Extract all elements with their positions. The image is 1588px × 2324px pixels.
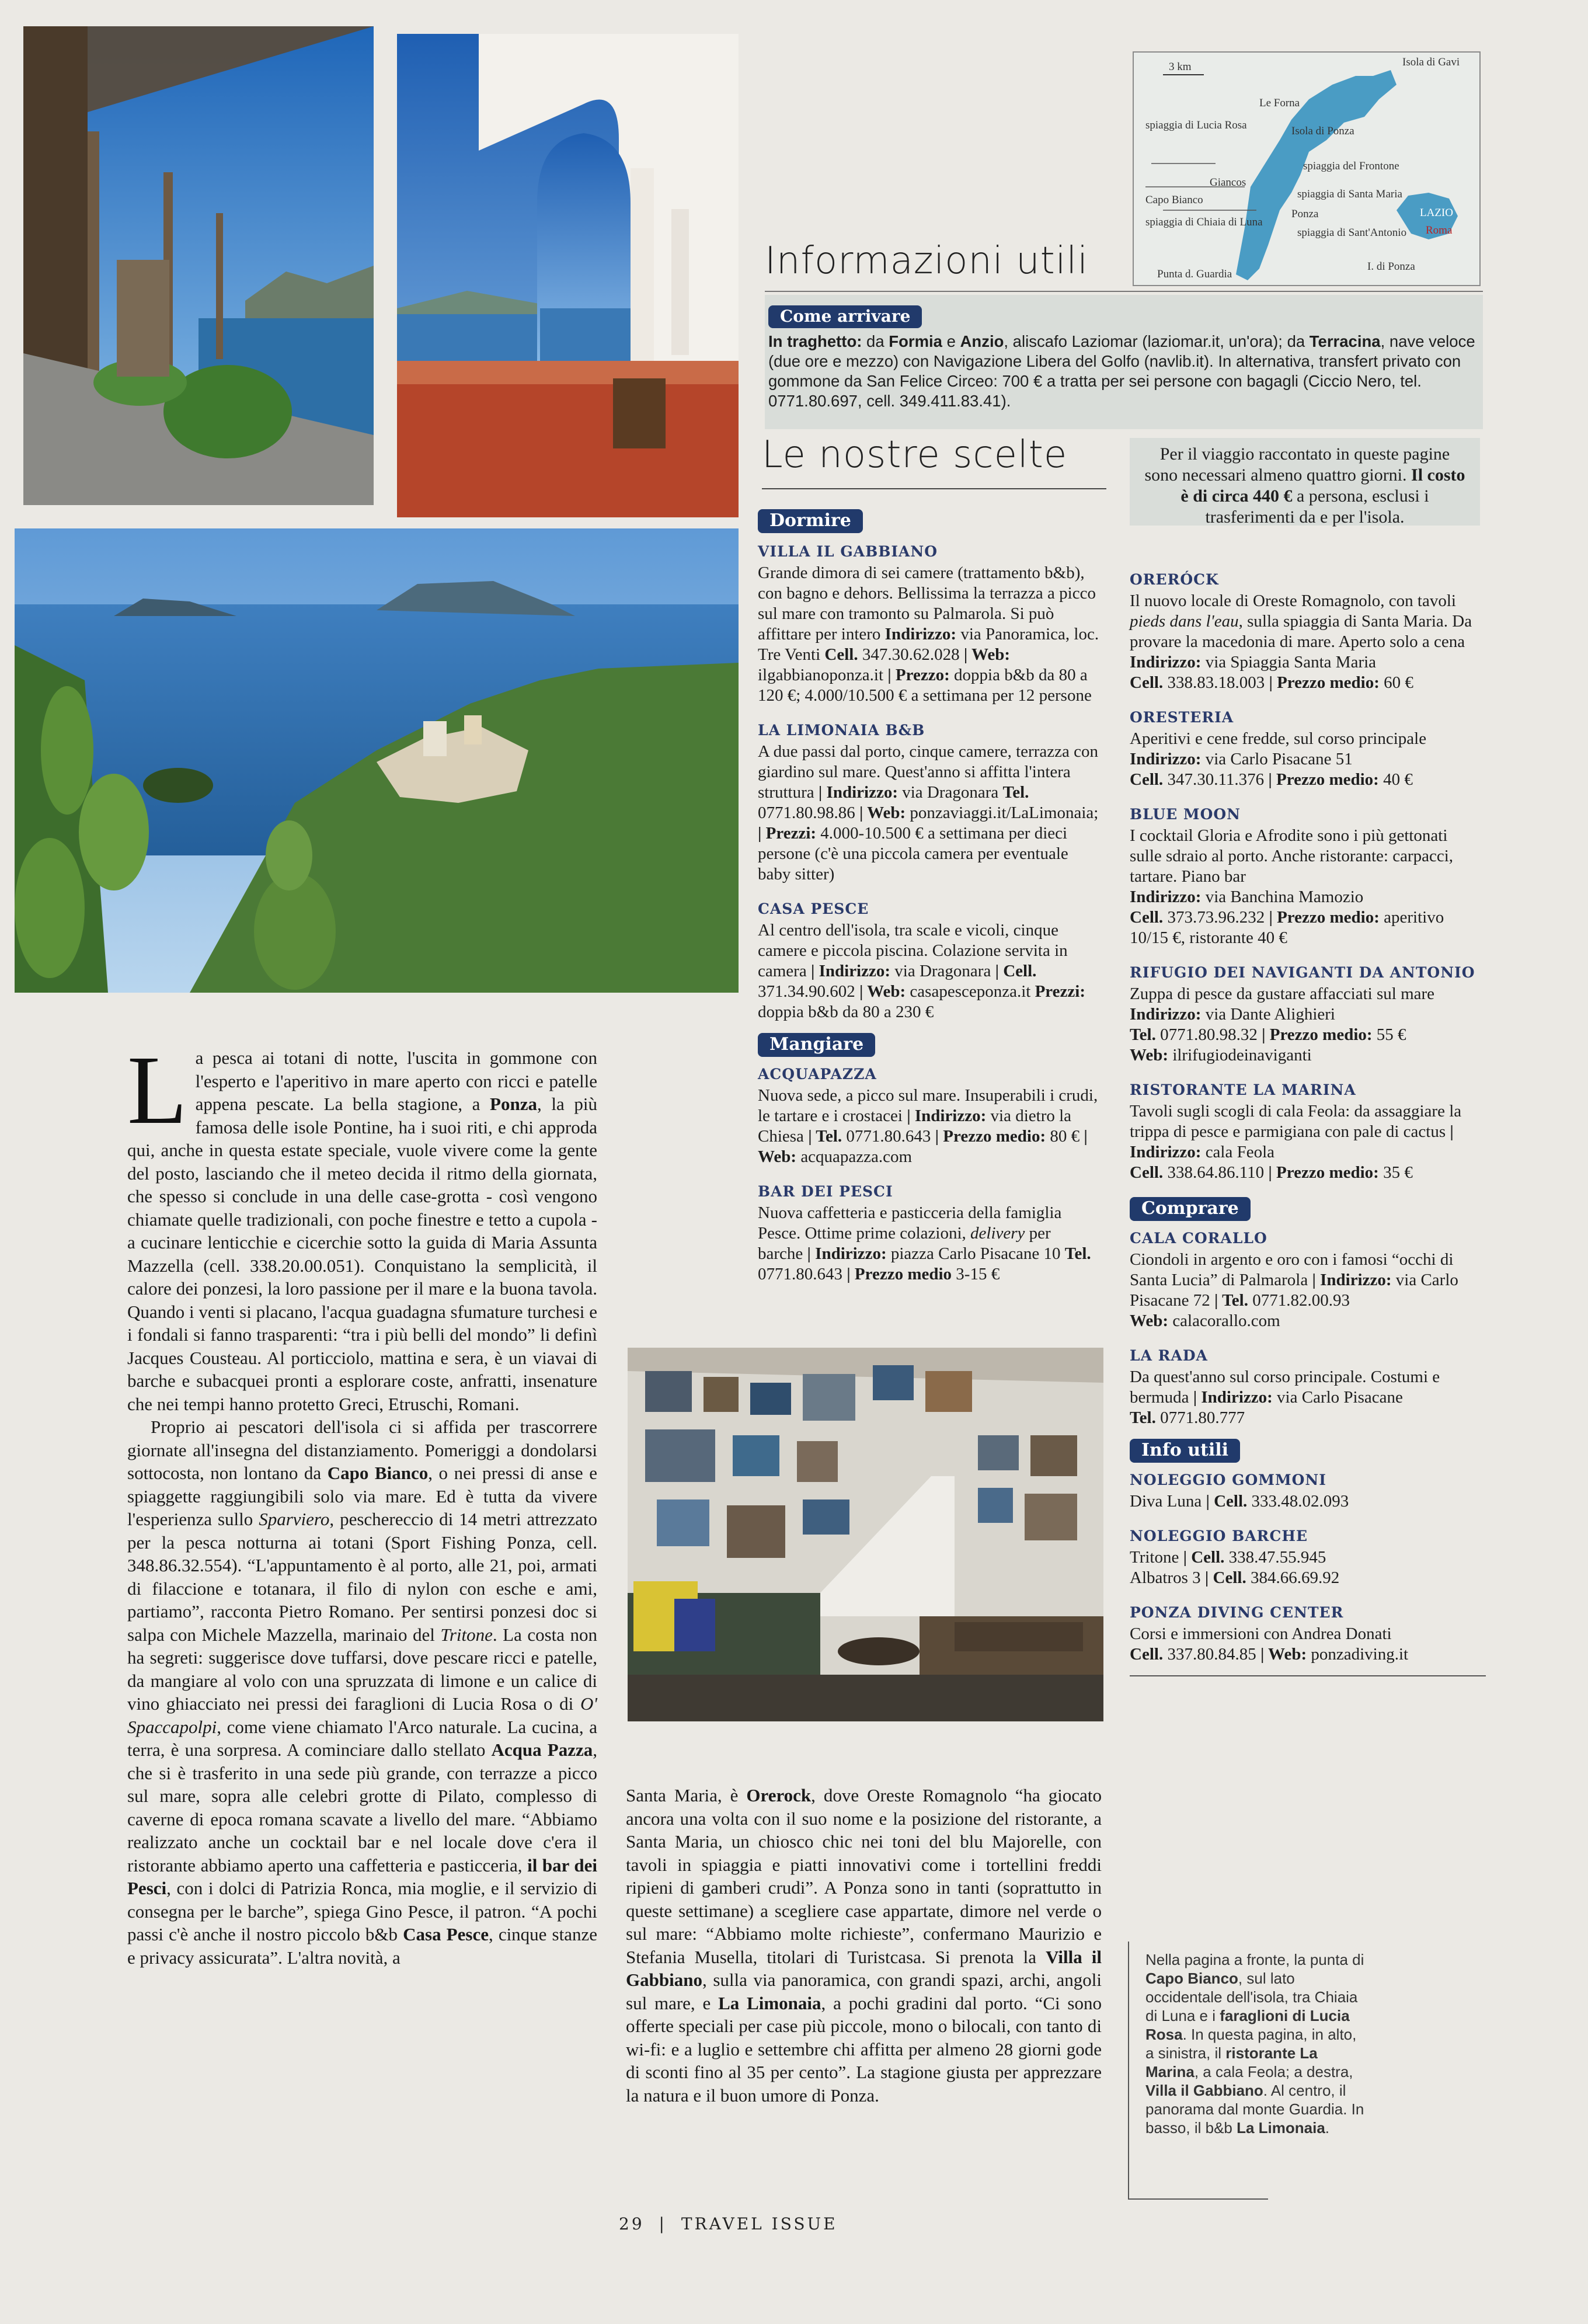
listing-blue-moon: BLUE MOON I cocktail Gloria e Afrodite sono i più gettonati sulle sdraio al porto. Anche ristorante: carpacci, tartare. Piano bar Indirizzo: via Banchina Mamozio Cell. 373.73.96.232 | Prezzo medio: aperitivo 10/15 €, ristorante 40 € [1130, 806, 1454, 947]
svg-text:Punta d. Guardia: Punta d. Guardia [1157, 268, 1232, 280]
listings-right-column [1130, 569, 1480, 1676]
photo-panorama-monte-guardia [15, 528, 739, 993]
page-footer [619, 2214, 838, 2233]
map-ponza [1133, 51, 1481, 286]
article-column-1: La pesca ai totani di notte, l'uscita in gommone con l'esperto e l'aperitivo in mare aperto con ricci e patelle appena pescate. La bella stagione, a Ponza, la più famosa delle isole Pontine, ha i suoi riti, e chi approda qui, anche in questa estate speciale, vuole vivere come la gente del posto, lasciando che il meteo decida il ritmo della giornata, che spesso si conclude in una delle case-grotta - così vengono chiamate quelle tradizionali, con poche finestre e tetto a cupola - a cucinare lenticchie e cicerchie sotto la guida di Maria Assunta Mazzella (cell. 338.20.00.051). Conquistano la semplicità, il calore dei ponzesi, la loro passione per il mare e la buona tavola. Quando i venti si placano, l'acqua guadagna sfumature turchesi e i fondali si fanno trasparenti: “tra i più belli del mondo” li definì Jacques Cousteau. Al porticciolo, mattina e sera, è un viavai di barche e subacquei pronti a esplorare coste, anfratti, insenature che nei tempi hanno protetto Greci, Etruschi, Romani. Proprio ai pescatori dell'isola ci si affida per trascorrere giornate all'insegna del distanziamento. Pomeriggi a dondolarsi sottocosta, non lontano da Capo Bianco, o nei pressi di anse e spiaggette raggiungibili solo via mare. Ed è tutta da vivere l'esperienza sullo Sparviero, peschereccio di 14 metri attrezzato per la pesca notturna ai totani (Sport Fishing Ponza, cell. 348.86.32.554). “L'appuntamento è al porto, alle 21, poi, armati di filaccione e totanara, il filo di nylon con esche e ami, partiamo”, racconta Pietro Romano. Per sentirsi ponzesi doc si salpa con Michele Mazzella, marinaio del Tritone. La costa non ha segreti: suggerisce dove tuffarsi, dove pescare ricci e patelle, da mangiare al volo con una spruzzata di limone e un calice di vino ghiacciato nei pressi dei faraglioni di Lucia Rosa o di O' Spaccapolpi, come viene chiamato l'Arco naturale. La cucina, a terra, è una sorpresa. A cominciare dallo stellato Acqua Pazza, che si è trasferito in una sede più grande, con terrazze a picco sul mare, sopra alle celebri grotte di Pilato, complesso di caverne di epoca romana scavate a livello del mare. “Abbiamo realizzato anche un cocktail bar e nel locale dove c'era il ristorante abbiamo aperto una caffetteria e pasticceria, il bar dei Pesci, con i dolci di Patrizia Ronca, mia moglie, e il servizio di consegna per le barche”, spiega Gino Pesce, il patron. “A pochi passi c'è anche il nostro piccolo b&b Casa Pesce, cinque stanze e privacy assicurata”. L'altra novità, a [127, 1036, 597, 1968]
listing-acquapazza: ACQUAPAZZA Nuova sede, a picco sul mare. Insuperabili i crudi, le tartare e i crostacei | Indirizzo: via dietro la Chiesa | Tel. 0771.80.643 | Prezzo medio: 80 € | Web: acquapazza.com [758, 1066, 1098, 1166]
come-arrivare-text: In traghetto: da Formia e Anzio, aliscafo Laziomar (laziomar.it, un'ora); da Terracina, nave veloce (due ore e mezzo) con Navigazione Libera del Golfo (navlib.it). In alternativa, transfert privato con gommone da San Felice Circeo: 700 € a tratta per sei persone con bagagli (Ciccio Nero, tel. 0771.80.697, cell. 349.411.83.41). [768, 332, 1475, 410]
comprare-tag: Comprare [1130, 1197, 1251, 1221]
photo-villa-il-gabbiano [397, 34, 739, 517]
section-dormire [758, 509, 1099, 1022]
section-info-utili [1130, 1439, 1480, 1665]
photo-restaurant-la-marina [23, 26, 374, 505]
svg-text:spiaggia di Lucia Rosa: spiaggia di Lucia Rosa [1145, 119, 1247, 131]
listing-villa-il-gabbiano: VILLA IL GABBIANO Grande dimora di sei camere (trattamento b&b), con bagno e dehors. Bellissima la terrazza a picco sul mare con tramonto su Palmarola. Si può affittare per intero Indirizzo: via Panoramica, loc. Tre Venti Cell. 347.30.62.028 | Web: ilgabbianoponza.it | Prezzo: doppia b&b da 80 a 120 €; 4.000/10.500 € a settimana per 12 persone [758, 543, 1099, 705]
svg-text:Le Forna: Le Forna [1259, 97, 1300, 109]
listing-bar-dei-pesci: BAR DEI PESCI Nuova caffetteria e pasticceria della famiglia Pesce. Ottime prime colazioni, delivery per barche | Indirizzo: piazza Carlo Pisacane 10 Tel. 0771.80.643 | Prezzo medio 3-15 € [758, 1183, 1091, 1283]
trip-cost-callout: Per il viaggio raccontato in queste pagine sono necessari almeno quattro giorni. Il costo è di circa 440 € a persona, esclusi i trasferimenti da e per l'isola. [1130, 438, 1480, 526]
mangiare-tag: Mangiare [758, 1033, 875, 1057]
listing-ponza-diving-center: PONZA DIVING CENTER Corsi e immersioni con Andrea Donati Cell. 337.80.84.85 | Web: ponzadiving.it [1130, 1604, 1409, 1664]
listing-casa-pesce: CASA PESCE Al centro dell'isola, tra scale e vicoli, cinque camere e piccola piscina. Colazione servita in camera | Indirizzo: via Dragonara | Cell. 371.34.90.602 | Web: casapesceponza.it Prezzi: doppia b&b da 80 a 230 € [758, 900, 1085, 1021]
listings-end-rule [1130, 1675, 1486, 1676]
scelte-rule [762, 488, 1106, 489]
svg-text:Isola di Gavi: Isola di Gavi [1402, 56, 1460, 68]
listings-left-column [758, 509, 1099, 1295]
caption-bottom-rule [1128, 2198, 1268, 2200]
section-comprare [1130, 1197, 1480, 1428]
listing-rifugio-dei-naviganti: RIFUGIO DEI NAVIGANTI DA ANTONIO Zuppa di pesce da gustare affacciati sul mare Indirizzo: via Dante Alighieri Tel. 0771.80.98.32 | Prezzo medio: 55 € Web: ilrifugiodeinaviganti [1130, 964, 1475, 1064]
page-number: 29 [619, 2214, 645, 2233]
svg-text:LAZIO: LAZIO [1420, 207, 1453, 219]
listing-noleggio-barche: NOLEGGIO BARCHE Tritone | Cell. 338.47.55.945 Albatros 3 | Cell. 384.66.69.92 [1130, 1528, 1340, 1587]
issue-name: TRAVEL ISSUE [681, 2214, 838, 2233]
listing-oresteria: ORESTERIA Aperitivi e cene fredde, sul corso principale Indirizzo: via Carlo Pisacane 51 Cell. 347.30.11.376 | Prezzo medio: 40 € [1130, 709, 1427, 789]
listing-orerock: ORERÓCK Il nuovo locale di Oreste Romagnolo, con tavoli pieds dans l'eau, sulla spiaggia di Santa Maria. Da provare la macedonia di mare. Aperto solo a cena Indirizzo: via Spiaggia Santa Maria Cell. 338.83.18.003 | Prezzo medio: 60 € [1130, 571, 1472, 692]
info-utili-tag: Info utili [1130, 1439, 1240, 1463]
svg-text:Capo Bianco: Capo Bianco [1145, 194, 1203, 206]
listing-cala-corallo: CALA CORALLO Ciondoli in argento e oro con i famosi “occhi di Santa Lucia” di Palmarola | Indirizzo: via Carlo Pisacane 72 | Tel. 0771.82.00.93 Web: calacorallo.com [1130, 1230, 1458, 1330]
info-title-rule [765, 291, 1483, 292]
photo-la-limonaia-interior [628, 1348, 1103, 1721]
info-box [765, 295, 1483, 429]
svg-text:I. di Ponza: I. di Ponza [1367, 260, 1415, 273]
scelte-title: Le nostre scelte [762, 433, 1068, 476]
info-title: Informazioni utili [765, 239, 1089, 283]
section-mangiare [758, 1033, 1099, 1285]
svg-text:spiaggia di Sant'Antonio: spiaggia di Sant'Antonio [1297, 227, 1407, 239]
come-arrivare-tag: Come arrivare [768, 305, 922, 328]
listing-ristorante-la-marina: RISTORANTE LA MARINA Tavoli sugli scogli di cala Feola: da assaggiare la trippa di pesce e parmigiana con pale di cactus | Indirizzo: cala Feola Cell. 338.64.86.110 | Prezzo medio: 35 € [1130, 1081, 1462, 1182]
listing-noleggio-gommoni: NOLEGGIO GOMMONI Diva Luna | Cell. 333.48.02.093 [1130, 1471, 1349, 1511]
dropcap: L [127, 1036, 187, 1144]
caption-divider [1128, 1942, 1129, 2198]
article-column-2: Santa Maria, è Orerock, dove Oreste Romagnolo “ha giocato ancora una volta con il suo nome e la posizione del ristorante, a Santa Maria, un chiosco chic nei toni del blu Majorelle, con tavoli in spiaggia e piatti innovativi come i tortellini freddi ripieni di gamberi crudi”. A Ponza sono in tanti (soprattutto in queste settimane) a scegliere case appartate, dimore nel verde o sul mare: “Abbiamo molte richieste”, confermano Maurizio e Stefania Musella, titolari di Turistcasa. Si prenota la Villa il Gabbiano, sulla via panoramica, con grandi spazi, archi, angoli sul mare, e La Limonaia, a pochi gradini dal porto. “Ci sono offerte speciali per case più piccole, mono o bilocali, con tanto di wi-fi: e a luglio e settembre chi affitta per almeno 28 giorni gode di sconti fino al 35 per cento”. La stagione giusta per apprezzare la natura e il buon umore di Ponza. [626, 1785, 1102, 2106]
svg-text:Roma: Roma [1426, 224, 1453, 236]
footer-separator: | [659, 2214, 667, 2233]
svg-text:spiaggia del Frontone: spiaggia del Frontone [1303, 160, 1399, 172]
listing-la-limonaia: LA LIMONAIA B&B A due passi dal porto, cinque camere, terrazza con giardino sul mare. Quest'anno si affitta l'intera struttura | Indirizzo: via Dragonara Tel. 0771.80.98.86 | Web: ponzaviaggi.it/LaLimonaia; | Prezzi: 4.000-10.500 € a settimana per dieci persone (c'è una piccola camera per eventuale baby sitter) [758, 722, 1099, 883]
svg-text:spiaggia di Chiaia di Luna: spiaggia di Chiaia di Luna [1145, 216, 1263, 228]
dormire-tag: Dormire [758, 509, 863, 533]
map-scale-label: 3 km [1169, 61, 1192, 73]
svg-text:Giancos: Giancos [1210, 176, 1246, 189]
photo-caption: Nella pagina a fronte, la punta di Capo Bianco, sul lato occidentale dell'isola, tra Chiaia di Luna e i faraglioni di Lucia Rosa. In questa pagina, in alto, a sinistra, il ristorante La Marina, a cala Feola; a destra, Villa il Gabbiano. Al centro, il panorama dal monte Guardia. In basso, il b&b La Limonaia. [1145, 1951, 1364, 2137]
svg-text:Ponza: Ponza [1291, 208, 1319, 220]
svg-text:Isola di Ponza: Isola di Ponza [1291, 125, 1354, 137]
listing-la-rada: LA RADA Da quest'anno sul corso principale. Costumi e bermuda | Indirizzo: via Carlo Pisacane Tel. 0771.80.777 [1130, 1347, 1440, 1427]
svg-text:spiaggia di Santa Maria: spiaggia di Santa Maria [1297, 188, 1402, 200]
